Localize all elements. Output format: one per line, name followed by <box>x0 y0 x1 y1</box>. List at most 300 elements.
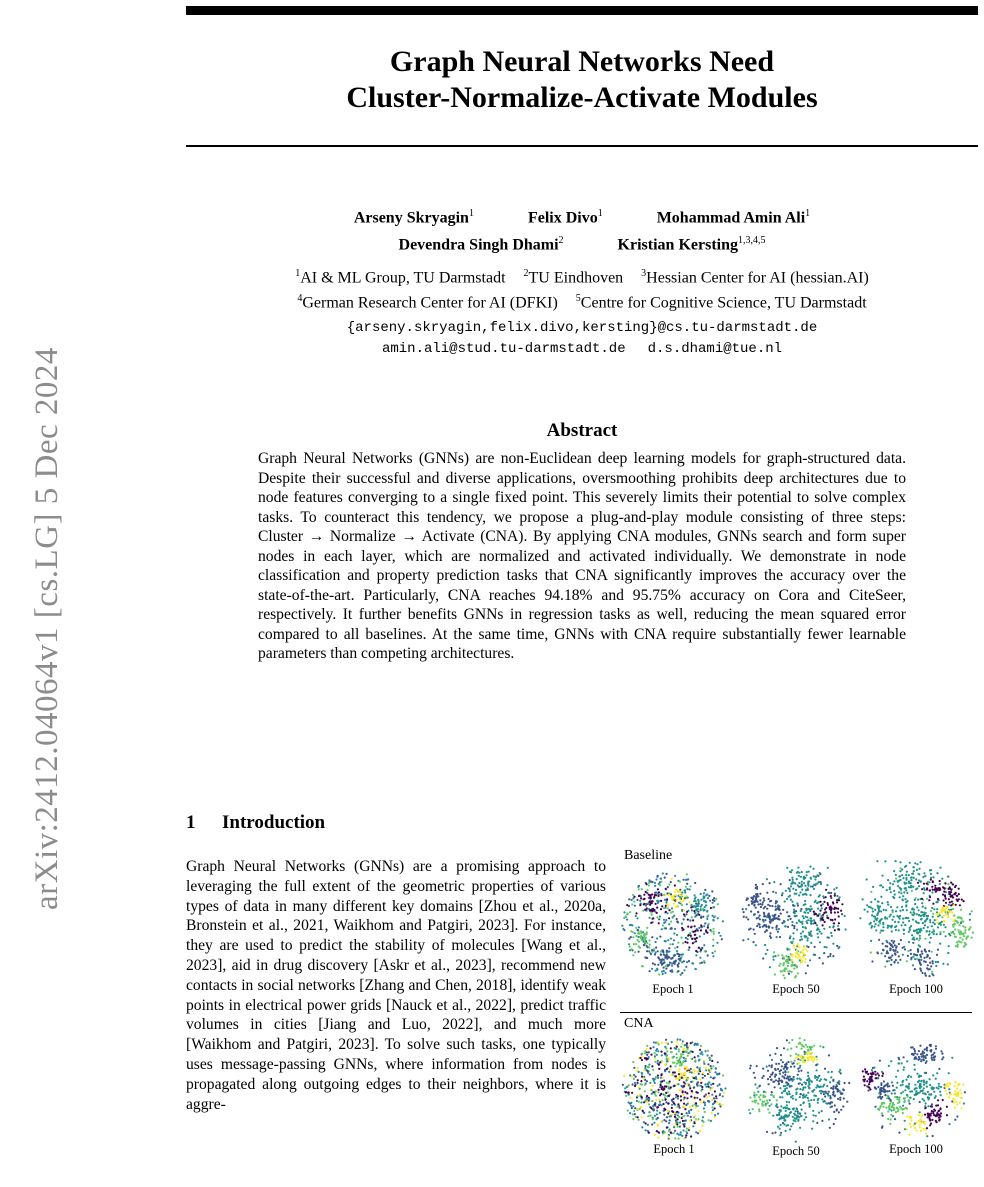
embedding-point <box>816 882 818 884</box>
embedding-point <box>898 1101 900 1103</box>
embedding-point <box>779 1070 781 1072</box>
embedding-point <box>775 1079 777 1081</box>
embedding-point <box>669 1119 671 1121</box>
embedding-point <box>658 918 660 920</box>
embedding-point <box>877 1096 879 1098</box>
embedding-point <box>938 1085 940 1087</box>
embedding-point <box>879 1090 881 1092</box>
embedding-point <box>794 1117 796 1119</box>
embedding-point <box>802 915 804 917</box>
embedding-point <box>918 939 920 941</box>
embedding-point <box>886 952 888 954</box>
embedding-point <box>947 963 949 965</box>
embedding-point <box>804 961 806 963</box>
embedding-point <box>910 911 912 913</box>
embedding-point <box>718 1073 720 1075</box>
embedding-point <box>662 1077 664 1079</box>
embedding-point <box>641 1059 643 1061</box>
embedding-point <box>703 925 705 927</box>
email: d.s.dhami@tue.nl <box>647 341 783 357</box>
author-name: Mohammad Amin Ali <box>656 209 806 227</box>
embedding-point <box>825 896 827 898</box>
embedding-point <box>721 938 723 940</box>
embedding-point <box>634 951 636 953</box>
embedding-point <box>916 906 918 908</box>
embedding-point <box>843 1097 845 1099</box>
embedding-point <box>955 945 957 947</box>
embedding-point <box>920 929 922 931</box>
embedding-point <box>828 1102 830 1104</box>
embedding-point <box>877 1086 879 1088</box>
embedding-point <box>840 1109 842 1111</box>
embedding-point <box>677 942 679 944</box>
embedding-point <box>708 1081 710 1083</box>
embedding-point <box>678 1138 680 1140</box>
embedding-point <box>912 1053 914 1055</box>
embedding-point <box>891 1081 893 1083</box>
embedding-point <box>882 886 884 888</box>
embedding-point <box>813 1056 815 1058</box>
embedding-point <box>648 1064 650 1066</box>
embedding-point <box>670 921 672 923</box>
embedding-point <box>891 930 893 932</box>
embedding-point <box>926 967 928 969</box>
embedding-point <box>944 911 946 913</box>
embedding-point <box>676 1123 678 1125</box>
section-title: Introduction <box>222 812 326 833</box>
embedding-point <box>808 880 810 882</box>
embedding-point <box>665 1047 667 1049</box>
embedding-point <box>707 954 709 956</box>
embedding-point <box>680 1073 682 1075</box>
embedding-point <box>935 1078 937 1080</box>
embedding-point <box>910 885 912 887</box>
embedding-point <box>824 921 826 923</box>
embedding-point <box>959 917 961 919</box>
embedding-point <box>704 1083 706 1085</box>
embedding-point <box>667 939 669 941</box>
embedding-point <box>884 860 886 862</box>
embedding-point <box>699 1078 701 1080</box>
embedding-point <box>891 940 893 942</box>
embedding-point <box>784 1074 786 1076</box>
embedding-point <box>800 1070 802 1072</box>
embedding-point <box>926 898 928 900</box>
embedding-point <box>877 1108 879 1110</box>
embedding-point <box>637 886 639 888</box>
embedding-point <box>828 1118 830 1120</box>
embedding-point <box>646 1080 648 1082</box>
embedding-point <box>874 898 876 900</box>
embedding-point <box>680 974 682 976</box>
embedding-point <box>808 1100 810 1102</box>
embedding-point <box>823 1084 825 1086</box>
embedding-point <box>711 1060 713 1062</box>
embedding-point <box>922 876 924 878</box>
embedding-point <box>658 1131 660 1133</box>
embedding-point <box>639 895 641 897</box>
embedding-point <box>668 909 670 911</box>
embedding-point <box>949 901 951 903</box>
embedding-point <box>892 1102 894 1104</box>
embedding-point <box>955 1101 957 1103</box>
embedding-point <box>832 955 834 957</box>
embedding-point <box>646 1045 648 1047</box>
embedding-point <box>899 887 901 889</box>
embedding-point <box>705 904 707 906</box>
embedding-point <box>772 1132 774 1134</box>
embedding-point <box>891 909 893 911</box>
embedding-point <box>763 1075 765 1077</box>
embedding-point <box>673 1102 675 1104</box>
embedding-point <box>708 1119 710 1121</box>
embedding-point <box>694 930 696 932</box>
embedding-point <box>714 950 716 952</box>
embedding-point <box>700 915 702 917</box>
embedding-point <box>801 885 803 887</box>
embedding-point <box>923 1100 925 1102</box>
embedding-point <box>697 1132 699 1134</box>
embedding-point <box>651 893 653 895</box>
embedding-point <box>786 1087 788 1089</box>
embedding-point <box>881 1125 883 1127</box>
embedding-point <box>910 1119 912 1121</box>
embedding-point <box>772 1072 774 1074</box>
embedding-point <box>677 970 679 972</box>
embedding-point <box>668 1135 670 1137</box>
embedding-point <box>682 942 684 944</box>
author-name: Felix Divo <box>527 209 598 227</box>
embedding-point <box>765 953 767 955</box>
embedding-point <box>943 887 945 889</box>
embedding-point <box>657 956 659 958</box>
embedding-point <box>846 1101 848 1103</box>
embedding-point <box>796 1088 798 1090</box>
embedding-point <box>937 1099 939 1101</box>
embedding-point <box>813 954 815 956</box>
embedding-point <box>890 891 892 893</box>
embedding-point <box>959 937 961 939</box>
embedding-point <box>807 937 809 939</box>
embedding-point <box>831 1071 833 1073</box>
embedding-point <box>917 932 919 934</box>
embedding-point <box>796 878 798 880</box>
embedding-point <box>706 1096 708 1098</box>
embedding-point <box>916 929 918 931</box>
embedding-point <box>668 1130 670 1132</box>
scatter-baseline-epoch100 <box>858 860 974 980</box>
embedding-point <box>963 935 965 937</box>
embedding-point <box>958 893 960 895</box>
embedding-point <box>925 961 927 963</box>
embedding-point <box>754 1096 756 1098</box>
embedding-point <box>808 932 810 934</box>
embedding-point <box>695 909 697 911</box>
embedding-point <box>807 1057 809 1059</box>
embedding-point <box>681 1113 683 1115</box>
embedding-point <box>694 898 696 900</box>
embedding-point <box>906 871 908 873</box>
embedding-point <box>759 893 761 895</box>
embedding-point <box>824 1095 826 1097</box>
embedding-point <box>829 1097 831 1099</box>
embedding-point <box>643 1069 645 1071</box>
embedding-point <box>655 878 657 880</box>
embedding-point <box>820 881 822 883</box>
embedding-point <box>643 944 645 946</box>
embedding-point <box>689 919 691 921</box>
embedding-point <box>947 952 949 954</box>
embedding-point <box>822 1046 824 1048</box>
embedding-point <box>866 1080 868 1082</box>
embedding-point <box>670 938 672 940</box>
embedding-point <box>684 897 686 899</box>
embedding-point <box>913 1124 915 1126</box>
embedding-point <box>795 1092 797 1094</box>
embedding-point <box>768 1112 770 1114</box>
embedding-point <box>871 908 873 910</box>
embedding-point <box>882 949 884 951</box>
embedding-point <box>678 1116 680 1118</box>
embedding-point <box>807 946 809 948</box>
embedding-point <box>804 900 806 902</box>
embedding-point <box>952 908 954 910</box>
embedding-point <box>928 1093 930 1095</box>
embedding-point <box>714 1090 716 1092</box>
embedding-point <box>959 904 961 906</box>
embedding-point <box>799 956 801 958</box>
embedding-point <box>692 1051 694 1053</box>
paper-title <box>186 44 978 116</box>
embedding-point <box>871 960 873 962</box>
embedding-point <box>795 964 797 966</box>
embedding-point <box>683 913 685 915</box>
embedding-point <box>899 870 901 872</box>
embedding-point <box>661 928 663 930</box>
embedding-point <box>813 1099 815 1101</box>
embedding-point <box>703 960 705 962</box>
embedding-point <box>931 907 933 909</box>
embedding-point <box>939 880 941 882</box>
embedding-point <box>899 959 901 961</box>
embedding-point <box>954 886 956 888</box>
embedding-point <box>749 1097 751 1099</box>
embedding-point <box>685 1076 687 1078</box>
embedding-point <box>655 951 657 953</box>
embedding-point <box>883 1080 885 1082</box>
embedding-point <box>833 1091 835 1093</box>
embedding-point <box>660 1074 662 1076</box>
embedding-point <box>670 1065 672 1067</box>
embedding-point <box>626 912 628 914</box>
embedding-point <box>824 1068 826 1070</box>
embedding-point <box>689 885 691 887</box>
embedding-point <box>643 894 645 896</box>
embedding-point <box>957 940 959 942</box>
embedding-point <box>779 936 781 938</box>
embedding-point <box>717 917 719 919</box>
embedding-point <box>772 891 774 893</box>
embedding-point <box>641 1053 643 1055</box>
embedding-point <box>659 1101 661 1103</box>
embedding-point <box>631 899 633 901</box>
embedding-point <box>805 972 807 974</box>
embedding-point <box>918 944 920 946</box>
embedding-point <box>894 954 896 956</box>
epoch-label: Epoch 50 <box>772 1144 820 1158</box>
embedding-point <box>650 1047 652 1049</box>
embedding-point <box>905 887 907 889</box>
embedding-point <box>683 969 685 971</box>
embedding-point <box>790 1078 792 1080</box>
embedding-point <box>709 900 711 902</box>
embedding-point <box>959 1089 961 1091</box>
embedding-point <box>701 1053 703 1055</box>
embedding-point <box>937 926 939 928</box>
embedding-point <box>677 1114 679 1116</box>
embedding-point <box>807 965 809 967</box>
embedding-point <box>787 957 789 959</box>
embedding-point <box>654 1093 656 1095</box>
embedding-point <box>808 1052 810 1054</box>
embedding-point <box>936 954 938 956</box>
embedding-point <box>673 903 675 905</box>
embedding-point <box>890 1060 892 1062</box>
affiliation: Hessian Center for AI (hessian.AI) <box>646 269 869 287</box>
embedding-point <box>803 1056 805 1058</box>
embedding-point <box>807 912 809 914</box>
embedding-point <box>934 885 936 887</box>
section-number: 1 <box>186 812 196 833</box>
embedding-point <box>878 1074 880 1076</box>
embedding-point <box>863 1076 865 1078</box>
embedding-point <box>752 941 754 943</box>
embedding-point <box>918 885 920 887</box>
embedding-point <box>645 1069 647 1071</box>
embedding-point <box>921 1059 923 1061</box>
embedding-point <box>893 961 895 963</box>
embedding-point <box>784 1064 786 1066</box>
embedding-point <box>892 1085 894 1087</box>
embedding-point <box>929 1124 931 1126</box>
embedding-point <box>707 897 709 899</box>
embedding-point <box>786 898 788 900</box>
embedding-point <box>633 1067 635 1069</box>
embedding-point <box>759 899 761 901</box>
embedding-point <box>894 950 896 952</box>
embedding-point <box>921 902 923 904</box>
embedding-point <box>908 874 910 876</box>
embedding-point <box>714 1107 716 1109</box>
embedding-point <box>805 958 807 960</box>
embedding-point <box>641 1076 643 1078</box>
embedding-point <box>831 1105 833 1107</box>
embedding-point <box>766 1066 768 1068</box>
embedding-point <box>644 903 646 905</box>
embedding-point <box>714 1071 716 1073</box>
embedding-point <box>743 916 745 918</box>
embedding-point <box>841 913 843 915</box>
embedding-point <box>935 961 937 963</box>
embedding-point <box>697 1055 699 1057</box>
embedding-point <box>910 1126 912 1128</box>
embedding-point <box>654 882 656 884</box>
embedding-point <box>765 1104 767 1106</box>
embedding-point <box>864 1078 866 1080</box>
embedding-point <box>791 877 793 879</box>
embedding-point <box>682 1073 684 1075</box>
embedding-point <box>909 862 911 864</box>
embedding-point <box>797 1110 799 1112</box>
embedding-point <box>638 926 640 928</box>
embedding-point <box>747 938 749 940</box>
embedding-point <box>690 935 692 937</box>
embedding-point <box>834 911 836 913</box>
epoch-label: Epoch 50 <box>772 982 820 996</box>
embedding-point <box>880 896 882 898</box>
embedding-point <box>898 943 900 945</box>
embedding-point <box>673 932 675 934</box>
embedding-point <box>898 891 900 893</box>
embedding-point <box>803 878 805 880</box>
embedding-point <box>794 1120 796 1122</box>
embedding-point <box>873 926 875 928</box>
embedding-point <box>817 1102 819 1104</box>
embedding-point <box>873 920 875 922</box>
embedding-point <box>656 912 658 914</box>
embedding-point <box>781 1096 783 1098</box>
embedding-point <box>670 1047 672 1049</box>
embedding-point <box>800 1093 802 1095</box>
embedding-point <box>692 919 694 921</box>
embedding-point <box>834 918 836 920</box>
embedding-point <box>686 1097 688 1099</box>
embedding-point <box>797 1119 799 1121</box>
embedding-point <box>928 881 930 883</box>
embedding-point <box>794 1060 796 1062</box>
embedding-point <box>793 968 795 970</box>
epoch-label: Epoch 100 <box>889 1142 943 1156</box>
embedding-point <box>783 1047 785 1049</box>
embedding-point <box>777 1080 779 1082</box>
embedding-point <box>929 919 931 921</box>
embedding-point <box>898 1099 900 1101</box>
embedding-point <box>648 1051 650 1053</box>
embedding-point <box>870 901 872 903</box>
embedding-point <box>622 1084 624 1086</box>
embedding-point <box>686 1132 688 1134</box>
embedding-point <box>897 1070 899 1072</box>
embedding-point <box>632 1113 634 1115</box>
embedding-point <box>676 1057 678 1059</box>
embedding-point <box>712 1109 714 1111</box>
embedding-point <box>957 1095 959 1097</box>
affil-sup: 3 <box>641 268 647 279</box>
embedding-point <box>889 1099 891 1101</box>
embedding-point <box>804 885 806 887</box>
embedding-point <box>924 1072 926 1074</box>
embedding-point <box>692 942 694 944</box>
embedding-point <box>868 906 870 908</box>
embedding-point <box>758 924 760 926</box>
embedding-point <box>712 928 714 930</box>
embedding-point <box>771 927 773 929</box>
embedding-point <box>786 948 788 950</box>
embedding-point <box>630 1102 632 1104</box>
embedding-point <box>938 1119 940 1121</box>
embedding-point <box>685 1060 687 1062</box>
embedding-point <box>713 931 715 933</box>
